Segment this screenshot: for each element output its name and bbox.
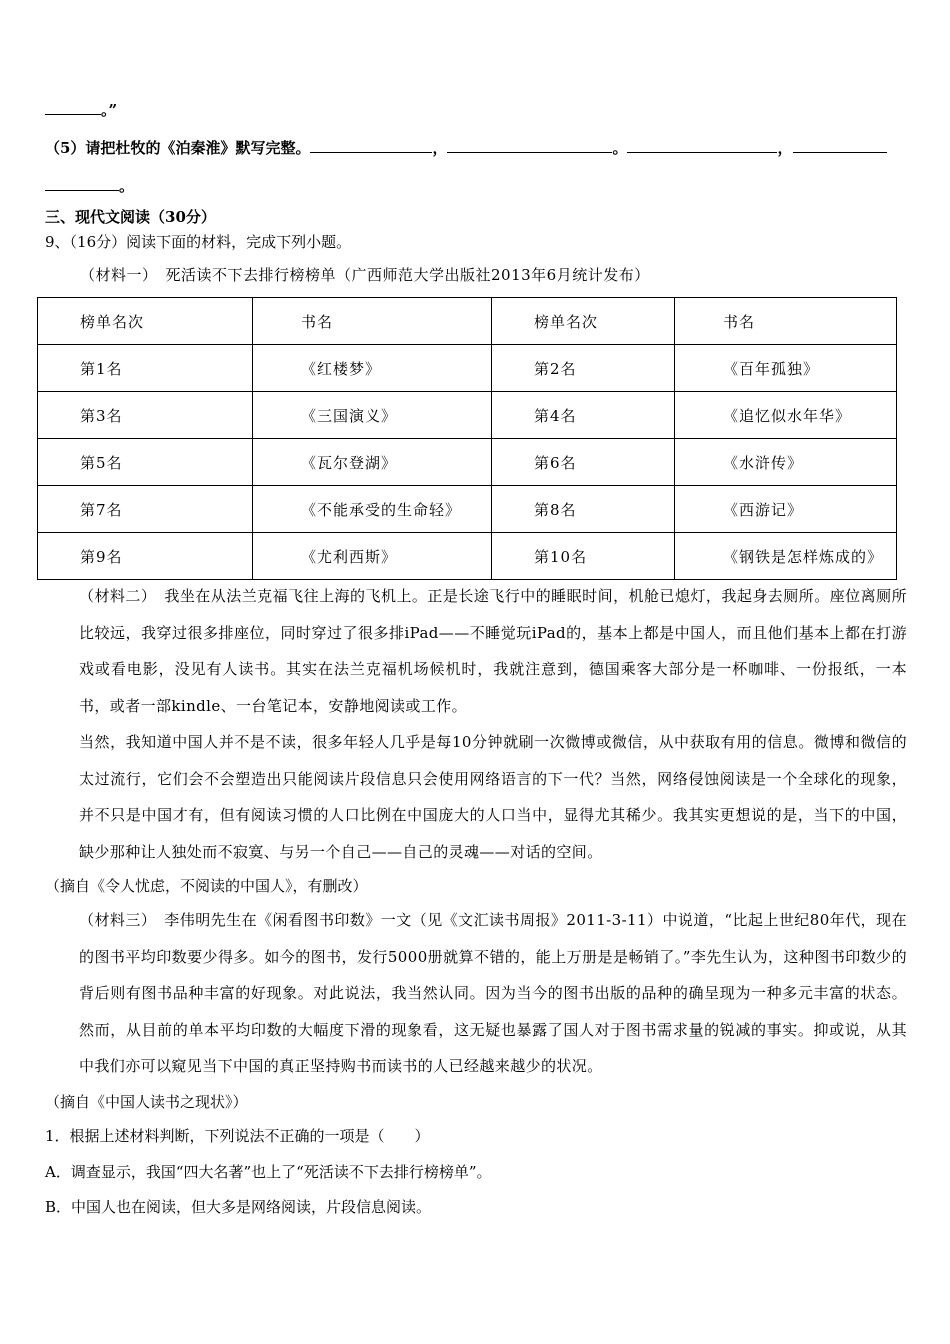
title-cell: 《西游记》	[675, 486, 897, 533]
answer-blank[interactable]	[45, 100, 101, 115]
material-3-source: （摘自《中国人读书之现状》）	[45, 1093, 248, 1111]
material-2-paragraph-1: （材料二） 我坐在从法兰克福飞往上海的飞机上。正是长途飞行中的睡眠时间，机舱已熄灯，我起身去厕所。座位离厕所比较远，我穿过很多排座位，同时穿过了很多排iPad——不睡觉玩iPad的，基本上都是中国人，而且他们基本上都在打游戏或看电影，没见有人读书。其实在法兰克福机场候机时，我就注意到，德国乘客大部分是一杯咖啡、一份报纸，一本书，或者一部kindle、一台笔记本，安静地阅读或工作。	[79, 587, 907, 715]
rank-cell: 第2名	[492, 345, 675, 392]
table-row	[38, 533, 897, 580]
title-cell: 《不能承受的生命轻》	[253, 486, 492, 533]
section-3-heading: 三、现代文阅读（30分）	[45, 208, 216, 226]
title-cell: 《三国演义》	[253, 392, 492, 439]
rank-cell: 第3名	[38, 392, 253, 439]
answer-blank-1[interactable]	[310, 138, 432, 153]
answer-blank-5[interactable]	[45, 176, 119, 191]
rank-cell: 第7名	[38, 486, 253, 533]
ranking-table	[37, 297, 897, 580]
rank-cell: 第6名	[492, 439, 675, 486]
header-rank: 榜单名次	[492, 298, 675, 345]
material-3	[45, 902, 907, 1085]
question-5-continued: 。	[45, 176, 134, 196]
title-cell: 《追忆似水年华》	[675, 392, 897, 439]
title-cell: 《百年孤独》	[675, 345, 897, 392]
material-3-paragraph: （材料三） 李伟明先生在《闲看图书印数》一文（见《文汇读书周报》2011-3-11）中说道，“比起上世纪80年代，现在的图书平均印数要少得多。如今的图书，发行5000册就算不错的，能上万册是是畅销了。”李先生认为，这种图书印数少的背后则有图书品种丰富的好现象。对此说法，我当然认同。因为当今的图书出版的品种的确呈现为一种多元丰富的状态。然而，从目前的单本平均印数的大幅度下滑的现象看，这无疑也暴露了国人对于图书需求量的锐减的事实。抑或说，从其中我们亦可以窥见当下中国的真正坚持购书而读书的人已经越来越少的状况。	[79, 911, 907, 1075]
title-cell: 《钢铁是怎样炼成的》	[675, 533, 897, 580]
title-cell: 《红楼梦》	[253, 345, 492, 392]
answer-blank-3[interactable]	[627, 138, 777, 153]
question-5: （5）请把杜牧的《泊秦淮》默写完整。 ， 。 ，	[45, 138, 887, 158]
question-9-intro: 9、（16分）阅读下面的材料，完成下列小题。	[45, 233, 352, 251]
rank-cell: 第4名	[492, 392, 675, 439]
table-row	[38, 392, 897, 439]
table-row	[38, 439, 897, 486]
option-a[interactable]: A．调查显示，我国“四大名著”也上了“死活读不下去排行榜榜单”。	[45, 1163, 492, 1181]
rank-cell: 第8名	[492, 486, 675, 533]
table-header-row	[38, 298, 897, 345]
table-row	[38, 486, 897, 533]
rank-cell: 第5名	[38, 439, 253, 486]
rank-cell: 第10名	[492, 533, 675, 580]
rank-cell: 第1名	[38, 345, 253, 392]
previous-answer-line: 。”	[45, 100, 117, 120]
material-2-source: （摘自《令人忧虑，不阅读的中国人》，有删改）	[45, 877, 368, 895]
material-1-caption: （材料一） 死活读不下去排行榜榜单（广西师范大学出版社2013年6月统计发布）	[80, 266, 650, 284]
header-rank: 榜单名次	[38, 298, 253, 345]
title-cell: 《瓦尔登湖》	[253, 439, 492, 486]
rank-cell: 第9名	[38, 533, 253, 580]
title-cell: 《尤利西斯》	[253, 533, 492, 580]
answer-blank-4[interactable]	[793, 138, 887, 153]
answer-blank-2[interactable]	[447, 138, 612, 153]
header-title: 书名	[253, 298, 492, 345]
option-b[interactable]: B．中国人也在阅读，但大多是网络阅读，片段信息阅读。	[45, 1198, 432, 1216]
material-2-paragraph-2: 当然，我知道中国人并不是不读，很多年轻人几乎是每10分钟就刷一次微博或微信，从中获取有用的信息。微博和微信的太过流行，它们会不会塑造出只能阅读片段信息只会使用网络语言的下一代？当然，网络侵蚀阅读是一个全球化的现象，并不只是中国才有，但有阅读习惯的人口比例在中国庞大的人口当中，显得尤其稀少。我其实更想说的是，当下的中国，缺少那种让人独处而不寂寞、与另一个自己——自己的灵魂——对话的空间。	[79, 733, 907, 861]
table-row	[38, 345, 897, 392]
header-title: 书名	[675, 298, 897, 345]
material-2	[45, 578, 907, 870]
title-cell: 《水浒传》	[675, 439, 897, 486]
question-1-stem: 1．根据上述材料判断，下列说法不正确的一项是（ ）	[45, 1127, 430, 1145]
